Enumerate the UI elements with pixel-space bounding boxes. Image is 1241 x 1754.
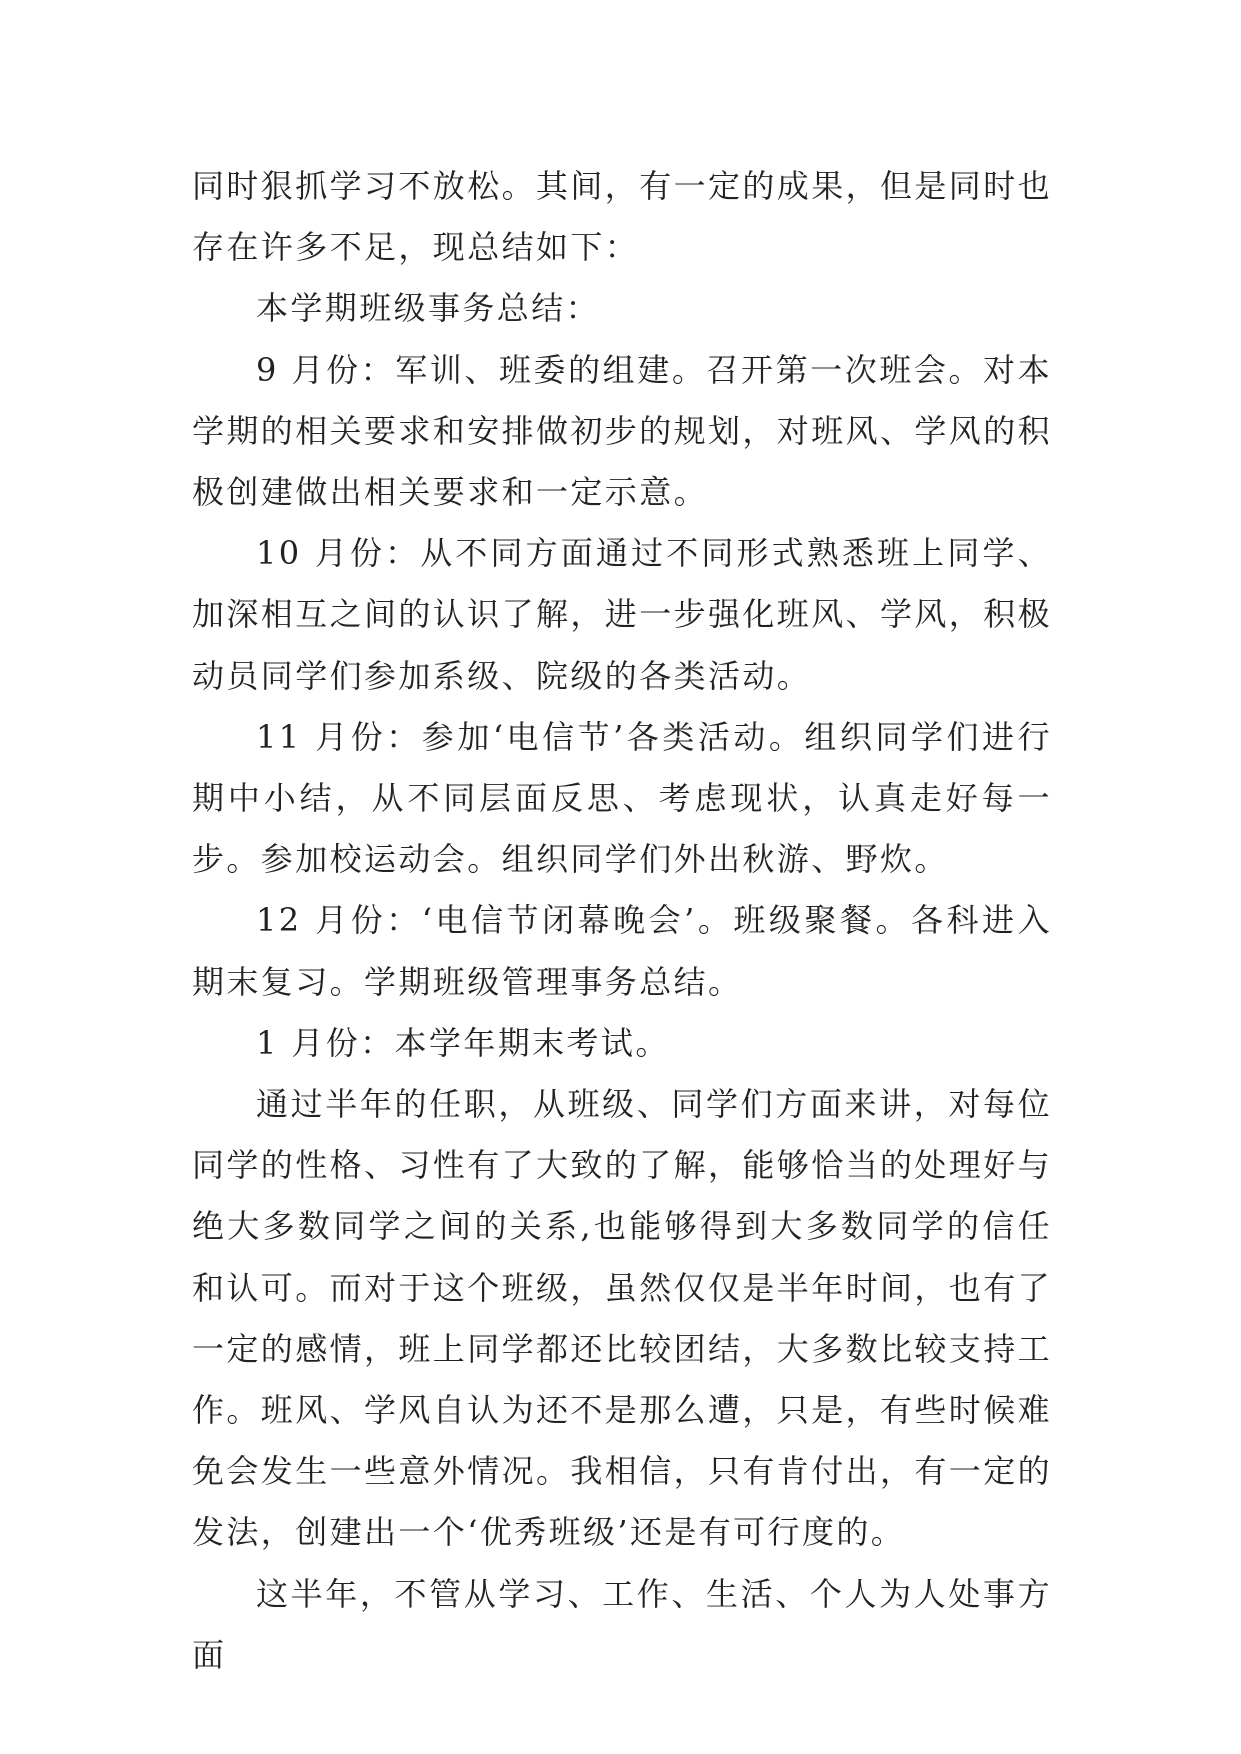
document-body — [192, 156, 1052, 1686]
paragraph-september: 9 月份：军训、班委的组建。召开第一次班会。对本学期的相关要求和安排做初步的规划，对班风、学风的积极创建做出相关要求和一定示意。 — [192, 350, 1053, 512]
paragraph-reflection: 通过半年的任职，从班级、同学们方面来讲，对每位同学的性格、习性有了大致的了解，能够恰当的处理好与绝大多数同学之间的关系,也能够得到大多数同学的信任和认可。而对于这个班级，虽然仅仅是半年时间，也有了一定的感情，班上同学都还比较团结，大多数比较支持工作。班风、学风自认为还不是那么遭，只是，有些时候难免会发生一些意外情况。我相信，只有肯付出，有一定的发法，创建出一个‘优秀班级’还是有可行度的。 — [192, 1085, 1053, 1552]
paragraph-january: 1 月份：本学年期末考试。 — [256, 1023, 670, 1062]
paragraph-heading-semester-summary: 本学期班级事务总结： — [256, 289, 601, 328]
paragraph-december: 12 月份：‘电信节闭幕晚会’。班级聚餐。各科进入期末复习。学期班级管理事务总结。 — [192, 901, 1052, 1001]
paragraph-november: 11 月份：参加‘电信节’各类活动。组织同学们进行期中小结，从不同层面反思、考虑现状，认真走好每一步。参加校运动会。组织同学们外出秋游、野炊。 — [192, 717, 1052, 879]
paragraph-closing: 这半年，不管从学习、工作、生活、个人为人处事方面 — [192, 1574, 1052, 1674]
paragraph-october: 10 月份：从不同方面通过不同形式熟悉班上同学、加深相互之间的认识了解，进一步强化班风、学风，积极动员同学们参加系级、院级的各类活动。 — [192, 534, 1053, 695]
paragraph-continuation: 同时狠抓学习不放松。其间，有一定的成果，但是同时也存在许多不足，现总结如下： — [192, 167, 1053, 267]
